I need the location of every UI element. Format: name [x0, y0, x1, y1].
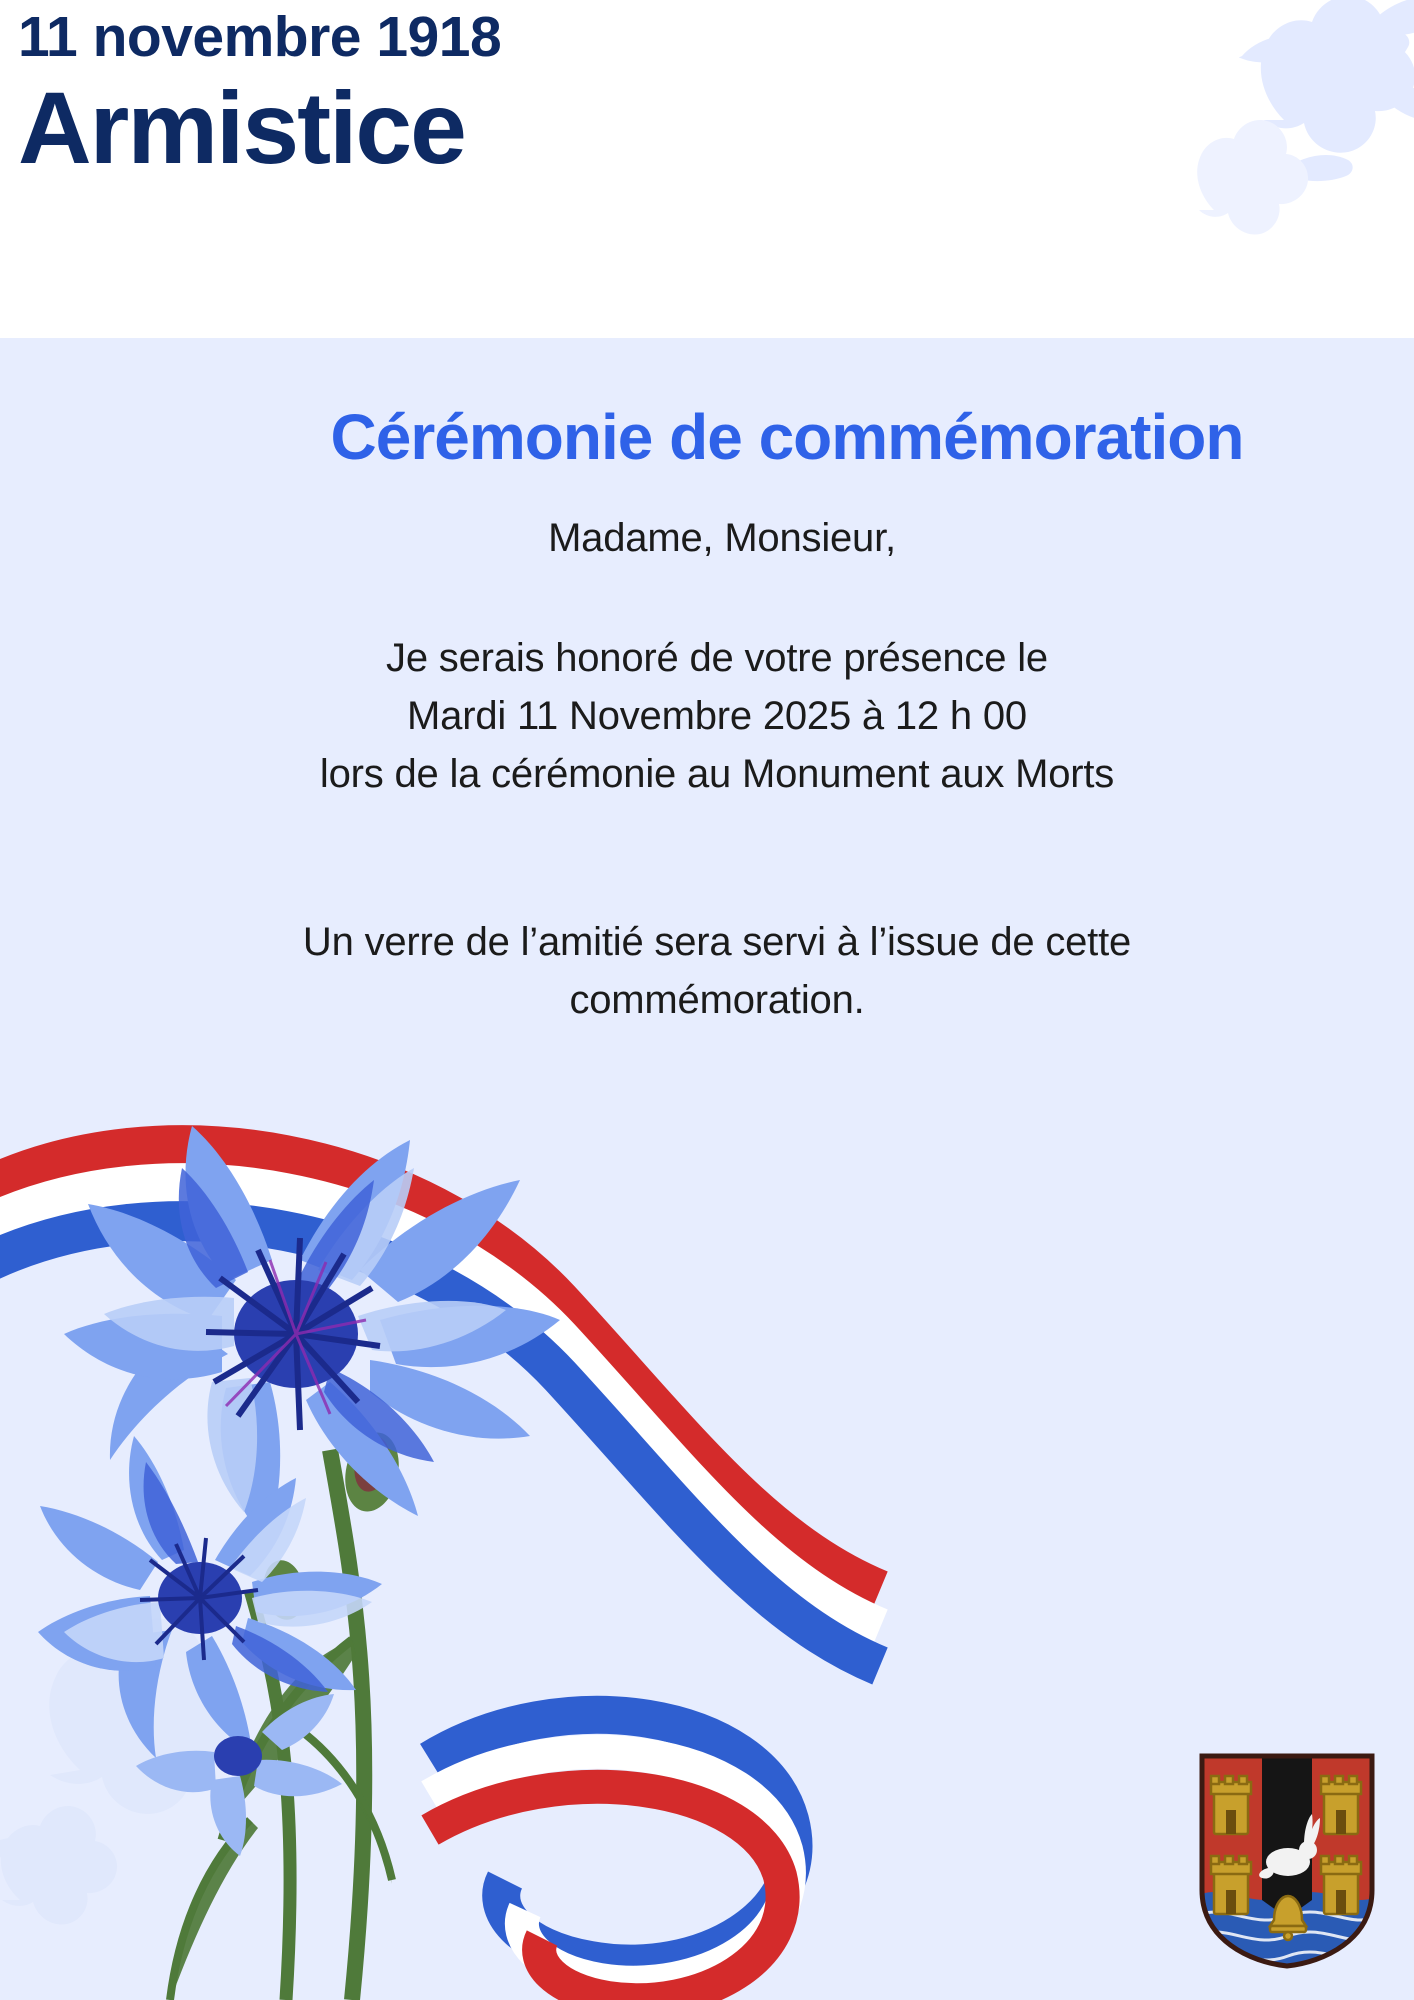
cornflower-secondary — [38, 1436, 382, 1758]
cornflower-secondary-centre — [140, 1538, 258, 1660]
flower-stems — [170, 1450, 392, 2000]
ceremony-title: Cérémonie de commémoration — [330, 401, 1244, 473]
cornflower-watermark-icon — [984, 0, 1414, 338]
page-title: Armistice — [18, 70, 465, 185]
cornflower-centre — [206, 1238, 380, 1430]
cornflower-watermark-left-icon — [0, 1470, 380, 1970]
invitation-text — [0, 629, 1414, 803]
invitation-line-3: lors de la cérémonie au Monument aux Morts — [319, 751, 1115, 796]
closing-text: Un verre de l’amitié sera servi à l’issue de cette commémoration. — [302, 919, 1132, 1022]
flower-leaves — [172, 1640, 392, 1996]
cornflower-small — [136, 1694, 342, 1856]
french-tricolour-ribbon-upper — [0, 1145, 880, 1666]
invitation-line-1: Je serais honoré de votre présence le — [386, 635, 1048, 680]
cornflower-illustration — [0, 1120, 1010, 2000]
salutation-text: Madame, Monsieur, — [548, 515, 896, 560]
french-tricolour-ribbon-lower — [430, 1715, 793, 2000]
poster-body — [0, 338, 1414, 2000]
municipal-coat-of-arms — [1196, 1750, 1378, 1972]
invitation-line-2: Mardi 11 Novembre 2025 à 12 h 00 — [407, 693, 1027, 738]
header-text-block — [18, 5, 502, 185]
poster-content — [0, 338, 1414, 1029]
flower-buds — [259, 1427, 406, 1623]
cornflower-main — [64, 1126, 560, 1540]
poster-header — [0, 0, 1414, 338]
header-date: 11 novembre 1918 — [18, 5, 502, 69]
